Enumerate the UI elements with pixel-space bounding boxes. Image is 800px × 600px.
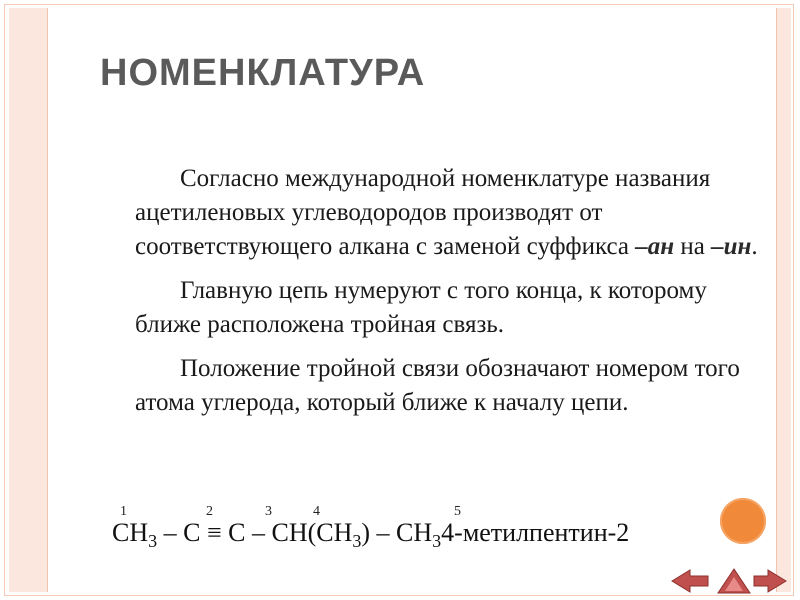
next-arrow-icon [752, 568, 788, 594]
paragraph-text: на [674, 233, 712, 260]
carbon-number-2: 2 [206, 504, 213, 519]
paragraph-text: Согласно международной номенклатуре названия ацетиленовых углеводородов производят от соответствующего алкана с заменой суффикса [135, 165, 711, 260]
paragraph-nomenclature [135, 162, 775, 264]
formula-subscript: 3 [432, 531, 442, 552]
right-decor-band [776, 8, 791, 592]
prev-arrow-icon [670, 568, 710, 594]
formula-subscript: 3 [352, 531, 362, 552]
formula-subscript: 3 [148, 531, 158, 552]
structural-formula [112, 518, 629, 552]
suffix-an: –ан [635, 233, 675, 260]
orange-circle-decor [720, 498, 766, 544]
formula-part: CH [112, 518, 149, 547]
home-button[interactable] [716, 568, 752, 594]
carbon-number-5: 5 [454, 504, 461, 519]
prev-slide-button[interactable] [670, 568, 710, 594]
paragraph-main-chain: Главную цепь нумеруют с того конца, к которому ближе расположена тройная связь. [135, 277, 707, 338]
next-slide-button[interactable] [752, 568, 788, 594]
formula-part: – C ≡ C – CH(CH [157, 518, 353, 547]
slide-body [135, 162, 775, 430]
carbon-number-3: 3 [265, 504, 272, 519]
carbon-number-4: 4 [313, 504, 320, 519]
slide-title: НОМЕНКЛАТУРА [100, 52, 426, 94]
paragraph-bond-position: Положение тройной связи обозначают номером того атома углерода, который ближе к началу цепи. [135, 355, 740, 416]
paragraph-text: . [751, 233, 758, 260]
compound-name: 4-метилпентин-2 [441, 518, 630, 547]
carbon-number-1: 1 [120, 504, 127, 519]
left-decor-band [9, 8, 48, 592]
home-icon [716, 568, 752, 594]
formula-part: ) – CH [361, 518, 433, 547]
suffix-in: –ин [711, 233, 752, 260]
